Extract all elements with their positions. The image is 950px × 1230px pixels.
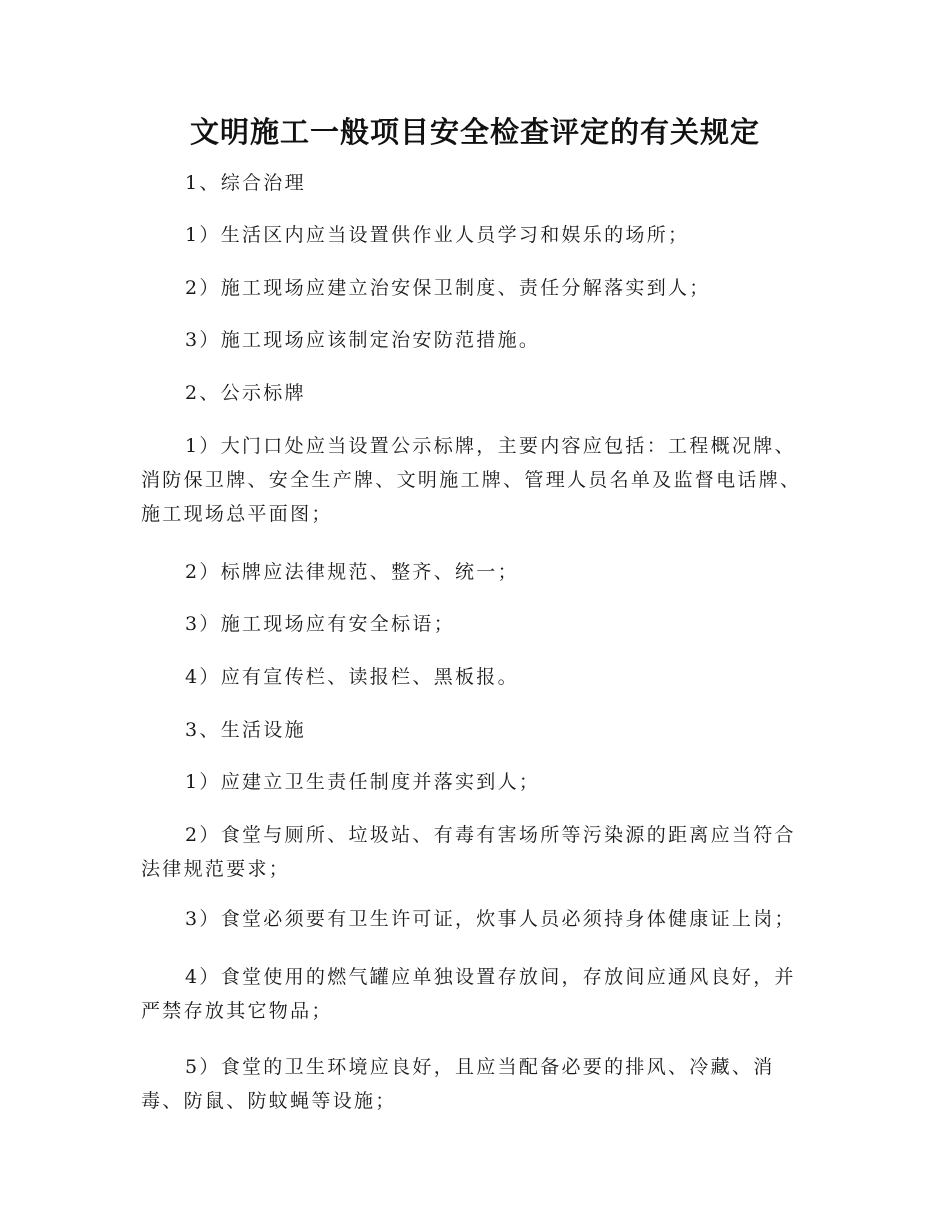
- paragraph: 4）食堂使用的燃气罐应单独设置存放间，存放间应通风良好，并严禁存放其它物品；: [141, 966, 796, 1022]
- paragraph: 2）标牌应法律规范、整齐、统一；: [185, 561, 519, 583]
- paragraph: 3）施工现场应该制定治安防范措施。: [185, 329, 541, 351]
- paragraph: 1）大门口处应当设置公示标牌，主要内容应包括：工程概况牌、消防保卫牌、安全生产牌、文明施工牌、管理人员名单及监督电话牌、施工现场总平面图；: [141, 435, 802, 525]
- paragraph: 3）食堂必须要有卫生许可证，炊事人员必须持身体健康证上岗；: [185, 908, 796, 930]
- paragraph: 2）食堂与厕所、垃圾站、有毒有害场所等污染源的距离应当符合法律规范要求；: [141, 824, 796, 880]
- paragraph: 1）应建立卫生责任制度并落实到人；: [185, 771, 541, 793]
- paragraph: 1）生活区内应当设置供作业人员学习和娱乐的场所；: [185, 224, 690, 246]
- section-heading-1: 1、综合治理: [185, 172, 306, 194]
- section-heading-3: 3、生活设施: [185, 719, 306, 741]
- paragraph: 3）施工现场应有安全标语；: [185, 613, 455, 635]
- paragraph: 2）施工现场应建立治安保卫制度、责任分解落实到人；: [185, 277, 711, 299]
- document-title: 文明施工一般项目安全检查评定的有关规定: [189, 115, 760, 149]
- section-heading-2: 2、公示标牌: [185, 382, 306, 404]
- paragraph: 5）食堂的卫生环境应良好，且应当配备必要的排风、冷藏、消毒、防鼠、防蚊蝇等设施；: [141, 1056, 775, 1112]
- paragraph: 4）应有宣传栏、读报栏、黑板报。: [185, 666, 519, 688]
